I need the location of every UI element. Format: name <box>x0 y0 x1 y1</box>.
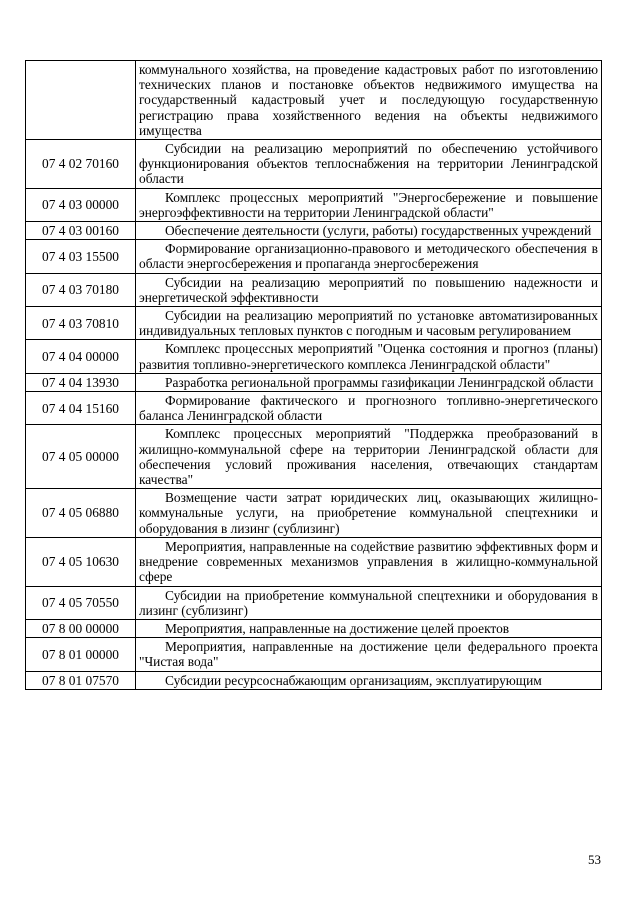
row-code: 07 4 04 15160 <box>26 392 136 425</box>
table-row <box>26 140 602 189</box>
row-description: Субсидии на реализацию мероприятий по установке автоматизированных индивидуальных тепловых пунктов с погодным и часовым регулированием <box>136 307 602 340</box>
table-row <box>26 188 602 221</box>
table-row <box>26 425 602 489</box>
row-description: Субсидии ресурсоснабжающим организациям, эксплуатирующим <box>136 671 602 689</box>
row-description: Мероприятия, направленные на достижение целей проектов <box>136 619 602 637</box>
row-code: 07 4 04 13930 <box>26 373 136 391</box>
row-code: 07 4 05 06880 <box>26 489 136 538</box>
row-description: Субсидии на приобретение коммунальной спецтехники и оборудования в лизинг (сублизинг) <box>136 586 602 619</box>
budget-classification-sheet <box>25 60 602 690</box>
row-code: 07 8 00 00000 <box>26 619 136 637</box>
table-row <box>26 240 602 273</box>
row-code <box>26 61 136 140</box>
row-code: 07 4 03 00000 <box>26 188 136 221</box>
row-code: 07 8 01 07570 <box>26 671 136 689</box>
table-row <box>26 373 602 391</box>
row-code: 07 4 05 10630 <box>26 537 136 586</box>
table-row <box>26 340 602 373</box>
row-description: Субсидии на реализацию мероприятий по обеспечению устойчивого функционирования объектов теплоснабжения на территории Ленинградской области <box>136 140 602 189</box>
row-description: Субсидии на реализацию мероприятий по повышению надежности и энергетической эффективности <box>136 273 602 306</box>
row-description: Мероприятия, направленные на содействие развитию эффективных форм и внедрение современных механизмов управления в жилищно-коммунальной сфере <box>136 537 602 586</box>
row-code: 07 4 03 70810 <box>26 307 136 340</box>
table-row <box>26 638 602 671</box>
row-description: Комплекс процессных мероприятий "Оценка состояния и прогноз (планы) развития топливно-энергетического комплекса Ленинградской области" <box>136 340 602 373</box>
table-row <box>26 671 602 689</box>
budget-code-table <box>25 60 602 690</box>
table-row <box>26 222 602 240</box>
row-description: Формирование организационно-правового и методического обеспечения в области энергосбережения и пропаганда энергосбережения <box>136 240 602 273</box>
table-row <box>26 307 602 340</box>
row-code: 07 4 03 15500 <box>26 240 136 273</box>
row-code: 07 4 03 70180 <box>26 273 136 306</box>
row-description: Комплекс процессных мероприятий "Поддержка преобразований в жилищно-коммунальной сфере на территории Ленинградской области для обеспечения условий проживания населения, отвечающих стандартам качества" <box>136 425 602 489</box>
table-row <box>26 273 602 306</box>
row-code: 07 4 05 70550 <box>26 586 136 619</box>
row-code: 07 4 05 00000 <box>26 425 136 489</box>
row-description: Мероприятия, направленные на достижение цели федерального проекта "Чистая вода" <box>136 638 602 671</box>
row-description: Разработка региональной программы газификации Ленинградской области <box>136 373 602 391</box>
table-row <box>26 537 602 586</box>
row-description: Возмещение части затрат юридических лиц, оказывающих жилищно-коммунальные услуги, на приобретение коммунальной спецтехники и оборудования в лизинг (сублизинг) <box>136 489 602 538</box>
page-number: 53 <box>588 852 601 867</box>
table-row <box>26 619 602 637</box>
row-description: Обеспечение деятельности (услуги, работы) государственных учреждений <box>136 222 602 240</box>
row-code: 07 4 02 70160 <box>26 140 136 189</box>
table-row <box>26 489 602 538</box>
table-row <box>26 61 602 140</box>
table-row <box>26 586 602 619</box>
row-code: 07 4 03 00160 <box>26 222 136 240</box>
table-row <box>26 392 602 425</box>
row-code: 07 4 04 00000 <box>26 340 136 373</box>
row-description: коммунального хозяйства, на проведение кадастровых работ по изготовлению технических планов и постановке объектов недвижимого имущества на государственный кадастровый учет и последующую государственную регистрацию права хозяйственного ведения на объекты недвижимого имущества <box>136 61 602 140</box>
row-code: 07 8 01 00000 <box>26 638 136 671</box>
row-description: Формирование фактического и прогнозного топливно-энергетического баланса Ленинградской области <box>136 392 602 425</box>
row-description: Комплекс процессных мероприятий "Энергосбережение и повышение энергоэффективности на территории Ленинградской области" <box>136 188 602 221</box>
